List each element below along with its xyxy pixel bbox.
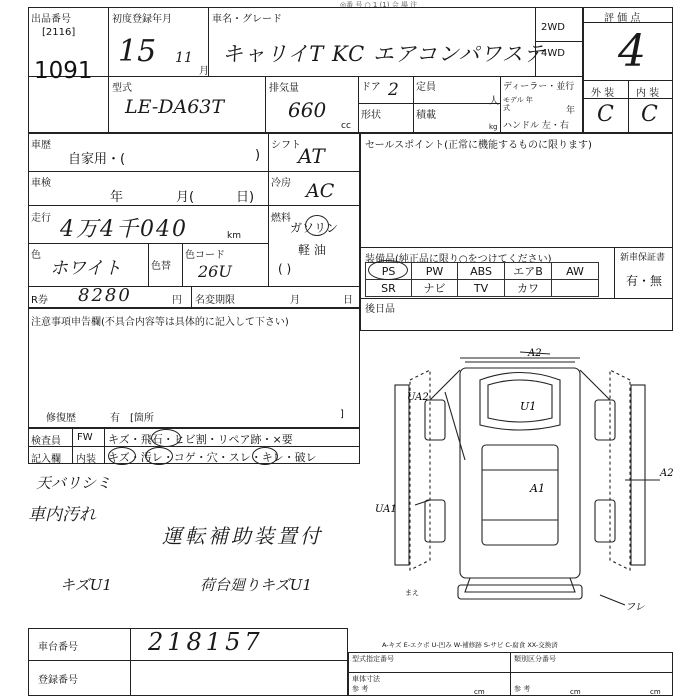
fuel-diesel: 軽 油: [298, 243, 326, 257]
circle-stain: [145, 447, 173, 465]
mileage-unit: km: [227, 231, 241, 241]
cm-unit-2: cm: [570, 688, 581, 696]
mark-fure: フレ: [625, 602, 645, 613]
ref-label-2: 参 考: [514, 685, 531, 693]
model-value: LE-DA63T: [125, 96, 225, 118]
capacity-unit: 人: [489, 96, 499, 107]
ref-label: 参 考: [352, 685, 369, 693]
model-label: 型式: [112, 83, 132, 94]
mark-ua1: UA1: [375, 504, 397, 515]
cooling-label: 冷房: [271, 178, 291, 189]
shape-label: 形状: [361, 110, 381, 121]
top-note: ◎番 号 ○ 1 (1) 会 場 注: [340, 1, 418, 9]
note-driving-aid: 運転補助装置付: [162, 524, 323, 548]
drive-2wd: 2WD: [541, 22, 565, 33]
lot-label: 出品番号: [31, 14, 71, 25]
first-reg-label: 初度登録年月: [112, 14, 172, 25]
grade-value: 4: [618, 26, 646, 77]
lot-number: 1091: [34, 58, 93, 84]
lot-code: [2116]: [42, 27, 76, 38]
right-frame: [360, 133, 673, 331]
recycle-unit: 円: [172, 295, 182, 306]
dealer-handle: ハンドル 左・右: [503, 121, 569, 131]
type-number-label: 型式指定番号: [352, 655, 394, 663]
color-value: ホワイト: [50, 258, 122, 279]
cm-unit-3: cm: [650, 688, 661, 696]
circle-scuff: [252, 447, 278, 465]
doors-label: ドア: [361, 82, 381, 93]
inspection-month: 月(: [176, 190, 195, 205]
circle-scratch: [108, 447, 136, 465]
warranty-value: 有・無: [626, 274, 663, 288]
color-label: 色: [31, 250, 41, 261]
mark-u1: U1: [520, 400, 537, 413]
fuel-label: 燃料: [271, 213, 291, 224]
registration-label: 登録番号: [38, 675, 78, 686]
displacement-label: 排気量: [269, 83, 299, 94]
cm-unit-1: cm: [474, 688, 485, 696]
mileage-label: 走行: [31, 213, 51, 224]
shift-label: シフト: [271, 140, 301, 151]
diagram-legend: A-キズ E-エクボ U-凹み W-補修跡 S-サビ C-腐食 XX-交換済: [382, 641, 558, 649]
first-reg-month-unit: 月: [199, 66, 209, 77]
interior-label: 内 装: [636, 88, 660, 99]
history-label: 車歴: [31, 140, 51, 151]
equipment-label: 装備品(純正品に限り○をつけてください): [365, 254, 552, 265]
recycle-label: R券: [31, 295, 48, 306]
equip-aw: AW: [552, 263, 599, 280]
dealer-year-unit: 年: [566, 106, 576, 116]
inspection-year: 年: [110, 190, 124, 205]
repair-label: 修復歴: [46, 413, 76, 424]
equip-pw: PW: [412, 263, 458, 280]
mileage-value: 4万4千040: [60, 217, 188, 242]
mark-a1: A1: [530, 482, 545, 495]
cooling-value: AC: [306, 180, 335, 202]
entry-label: 記入欄: [31, 454, 61, 465]
recycle-value: 8280: [78, 285, 132, 306]
first-reg-month: 11: [175, 50, 193, 66]
inspector-row2: キズ・汚レ・コゲ・穴・スレ・キレ・破レ: [108, 451, 317, 464]
load-label: 積載: [416, 110, 436, 121]
circle-chip: [151, 429, 181, 447]
inspection-label: 車検: [31, 178, 51, 189]
doors-value: 2: [388, 80, 399, 100]
interior-grade: C: [641, 102, 658, 127]
repair-close: ]: [340, 409, 344, 420]
grade-label: 評 価 点: [604, 13, 641, 24]
equip-leather: カワ: [505, 280, 552, 297]
repair-yes: 有: [110, 413, 120, 424]
notes-label: 注意事項申告欄(不具合内容等は具体的に記入して下さい): [31, 317, 289, 328]
equip-tv: TV: [458, 280, 505, 297]
name-change-label: 名変期限: [195, 295, 235, 306]
fuel-gas: ガソリン: [290, 221, 339, 235]
mark-a2-top: A2: [528, 348, 542, 359]
equip-sr: SR: [366, 280, 412, 297]
note-roof-stain: 天バリシミ: [36, 474, 112, 492]
color-code-label: 色コード: [185, 250, 225, 261]
displacement-unit: cc: [341, 121, 351, 131]
repair-place: [箇所: [130, 413, 154, 424]
equip-airbag: エアB: [505, 263, 552, 280]
note-bed-scratch: 荷台廻りキズU1: [200, 576, 312, 594]
mark-ua2: UA2: [407, 392, 429, 403]
inspector-fw: FW: [77, 432, 93, 443]
warranty-label: 新車保証書: [620, 253, 666, 263]
dealer-label: ディーラー・並行: [503, 82, 575, 92]
inspector-label: 検査員: [31, 436, 61, 447]
chassis-value: 218157: [148, 628, 264, 656]
car-name-label: 車名・グレード: [212, 14, 282, 25]
load-unit: kg: [489, 123, 498, 131]
exterior-grade: C: [597, 102, 614, 127]
after-label: 後日品: [365, 304, 395, 315]
mark-a2-side: A2: [660, 468, 674, 479]
front-label: まえ: [405, 589, 419, 597]
inspector-row1: キズ・飛石・ヒビ割・リペア跡・×要: [108, 433, 293, 446]
history-value: 自家用・(: [68, 152, 126, 167]
name-change-month: 月: [290, 295, 300, 306]
color-code-value: 26U: [198, 262, 232, 281]
chassis-label: 車台番号: [38, 642, 78, 653]
note-interior-dirty: 車内汚れ: [28, 505, 96, 525]
name-change-day: 日: [343, 295, 353, 306]
fuel-other: ( ): [278, 262, 292, 276]
equip-ps: PS: [366, 263, 412, 280]
color-change-label: 色替: [151, 261, 171, 272]
displacement-value: 660: [288, 98, 327, 122]
first-reg-year: 15: [118, 34, 157, 69]
car-name-value: キャリイT KC エアコンパワステ: [222, 42, 546, 66]
damage-diagram: [370, 340, 690, 620]
capacity-label: 定員: [416, 82, 436, 93]
shift-value: AT: [298, 144, 325, 168]
note-scratch-u1: キズU1: [60, 576, 112, 594]
exterior-label: 外 装: [591, 88, 615, 99]
inspection-day: 日): [236, 190, 255, 205]
fuel-gas-circle: [305, 215, 329, 236]
size-label: 車体寸法: [352, 675, 380, 683]
history-close: ): [255, 148, 261, 163]
dealer-model-year: モデル 年式: [503, 96, 533, 112]
sales-point-label: セールスポイント(正常に機能するものに限ります): [365, 140, 592, 151]
equip-abs: ABS: [458, 263, 505, 280]
equip-navi: ナビ: [412, 280, 458, 297]
drive-4wd: 4WD: [541, 48, 565, 59]
class-number-label: 類別区分番号: [514, 655, 556, 663]
inspector-inner: 内装: [76, 454, 96, 465]
ps-circle: [368, 260, 408, 280]
